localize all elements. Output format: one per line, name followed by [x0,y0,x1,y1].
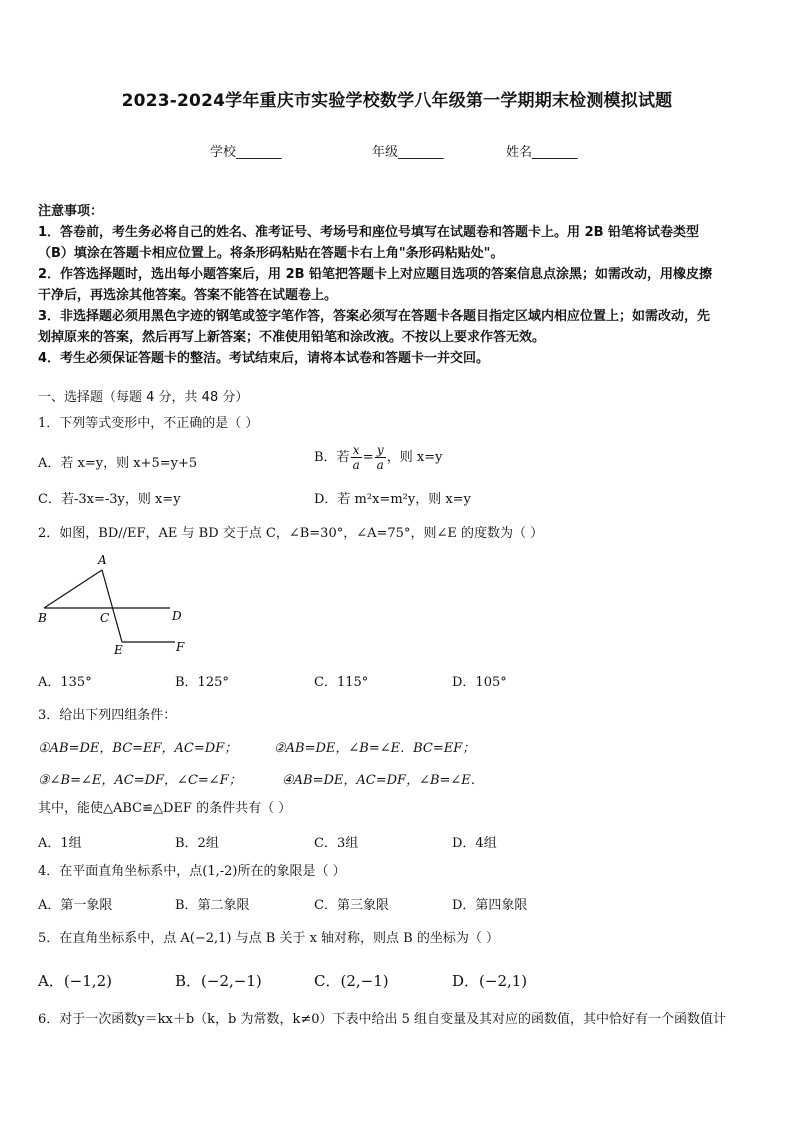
q2-option-d: D．105° [452,675,507,690]
notes-line-1: 1．答卷前，考生务必将自己的姓名、准考证号、考场号和座位号填写在试题卷和答题卡上。用 2B 铅笔将试卷类型 [38,225,700,240]
exam-title: 2023-2024学年重庆市实验学校数学八年级第一学期期末检测模拟试题 [121,91,673,111]
q5-option-a: A．(−1,2) [38,972,112,990]
q5-stem: 5．在直角坐标系中，点 A(−2,1) 与点 B 关于 x 轴对称，则点 B 的坐标为（ ） [38,931,499,946]
fraction-y-over-a [375,443,386,472]
q5-option-d: D．(−2,1) [452,972,528,990]
notes-heading: 注意事项： [38,204,104,219]
q3-stem: 3．给出下列四组条件： [38,708,177,723]
fraction-denominator: a [376,458,384,472]
fraction-denominator: a [352,458,360,472]
fraction-numerator: x [351,443,362,458]
notes-line-4: 干净后，再选涂其他答案。答案不能答在试题卷上。 [38,288,338,303]
q5-option-b: B．(−2,−1) [175,972,262,990]
q3-option-a: A．1组 [38,836,82,851]
point-label-f: F [176,640,185,654]
q3-condition-4: ④AB=DE，AC=DF，∠B=∠E． [282,773,484,788]
q1-option-b-suffix: ，则 x=y [386,450,443,465]
segment-ae [102,570,122,642]
q6-stem: 6．对于一次函数y＝kx＋b（k，b 为常数，k≠0）下表中给出 5 组自变量及其对应的函数值，其中恰好有一个函数值计 [38,1012,727,1027]
point-label-d: D [172,609,182,623]
q1-option-d: D．若 m²x=m²y，则 x=y [314,492,471,507]
q4-option-b: B．第二象限 [175,898,250,913]
point-label-b: B [38,611,47,625]
q1-option-b [314,443,442,472]
q1-stem: 1．下列等式变形中，不正确的是（ ） [38,416,259,431]
notes-line-6: 划掉原来的答案，然后再写上新答案；不准使用铅笔和涂改液。不按以上要求作答无效。 [38,330,546,345]
q2-geometry-figure [30,550,200,660]
q4-stem: 4．在平面直角坐标系中，点(1,-2)所在的象限是（ ） [38,864,346,879]
q4-option-d: D．第四象限 [452,898,528,913]
q1-option-b-prefix: B．若 [314,450,350,465]
q2-option-c: C．115° [314,675,369,690]
q4-option-c: C．第三象限 [314,898,389,913]
point-label-c: C [100,611,110,625]
q3-condition-2: ②AB=DE，∠B=∠E．BC=EF； [274,741,476,756]
segment-ab [44,570,102,608]
q3-question: 其中，能使△ABC≌△DEF 的条件共有（ ） [38,801,292,816]
q3-option-c: C．3组 [314,836,359,851]
notes-line-5: 3．非选择题必须用黑色字迹的钢笔或签字笔作答，答案必须写在答题卡各题目指定区域内相应位置上；如需改动，先 [38,309,711,324]
point-label-a: A [98,553,107,567]
point-label-e: E [114,643,123,657]
q2-option-b: B．125° [175,675,229,690]
q4-option-a: A．第一象限 [38,898,113,913]
q3-condition-3: ③∠B=∠E，AC=DF，∠C=∠F； [38,773,242,788]
grade-field: 年级_______ [372,145,444,160]
school-field: 学校_______ [210,145,282,160]
fraction-numerator: y [375,443,386,458]
q2-option-a: A．135° [38,675,92,690]
q3-condition-1: ①AB=DE，BC=EF，AC=DF； [38,741,238,756]
q1-option-a: A．若 x=y，则 x+5=y+5 [38,456,198,471]
q3-option-b: B．2组 [175,836,219,851]
notes-line-3: 2．作答选择题时，选出每小题答案后，用 2B 铅笔把答题卡上对应题目选项的答案信息点涂黑；如需改动，用橡皮擦 [38,267,713,282]
section-heading: 一、选择题（每题 4 分，共 48 分） [38,390,249,405]
name-field: 姓名_______ [506,145,578,160]
notes-line-7: 4．考生必须保证答题卡的整洁。考试结束后，请将本试卷和答题卡一并交回。 [38,351,490,366]
q3-option-d: D．4组 [452,836,497,851]
q2-stem: 2．如图，BD//EF，AE 与 BD 交于点 C，∠B=30°，∠A=75°，则∠E 的度数为（ ） [38,526,544,541]
equals-sign: = [362,450,374,465]
q1-option-c: C．若-3x=-3y，则 x=y [38,492,181,507]
notes-line-2: （B）填涂在答题卡相应位置上。将条形码粘贴在答题卡右上角"条形码粘贴处"。 [38,246,504,261]
q5-option-c: C．(2,−1) [314,972,389,990]
fraction-x-over-a [351,443,362,472]
